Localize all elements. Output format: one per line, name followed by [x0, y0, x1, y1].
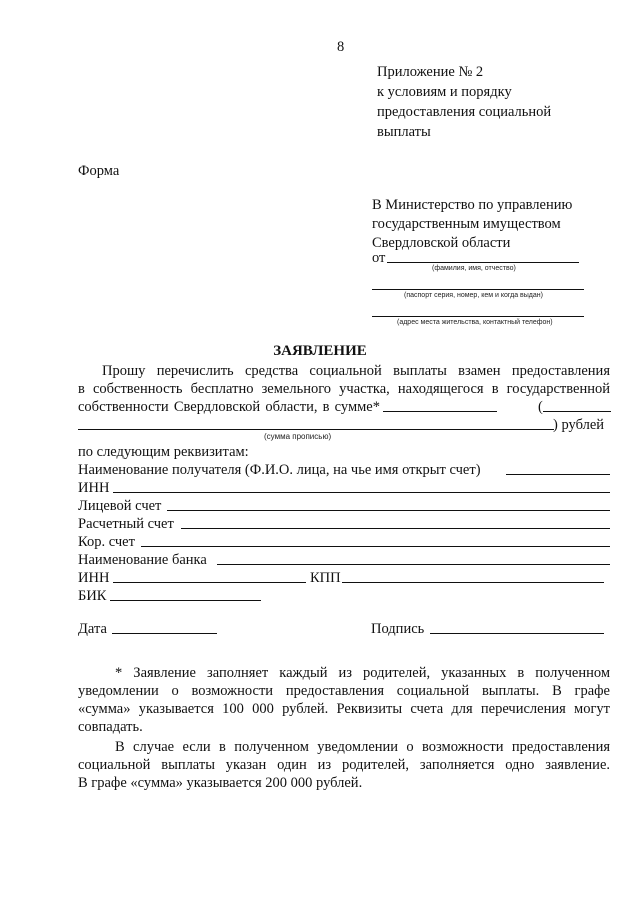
sum-field[interactable] — [383, 411, 497, 412]
settlement-account-field[interactable] — [181, 528, 610, 529]
footnote-line: уведомлении о возможности предоставления социальной выплаты. В графе — [78, 683, 610, 699]
appendix-line: предоставления социальной — [377, 104, 552, 120]
sum-words-field[interactable] — [78, 429, 554, 430]
addressee-block — [372, 196, 572, 253]
inn2-label: ИНН — [78, 570, 110, 586]
date-label: Дата — [78, 621, 107, 637]
inn2-field[interactable] — [113, 582, 306, 583]
corr-account-label: Кор. счет — [78, 534, 135, 550]
inn-field[interactable] — [113, 492, 610, 493]
page-number: 8 — [337, 39, 345, 55]
passport-field[interactable] — [372, 289, 584, 290]
addressee-line: государственным имуществом — [372, 216, 561, 232]
footnote-line: «сумма» указывается 100 000 рублей. Реквизиты счета для перечисления могут — [78, 701, 610, 717]
signature-label: Подпись — [371, 621, 425, 637]
settlement-account-label: Расчетный счет — [78, 516, 174, 532]
appendix-line: к условиям и порядку — [377, 84, 512, 100]
document-title: ЗАЯВЛЕНИЕ — [273, 343, 367, 359]
recipient-label: Наименование получателя (Ф.И.О. лица, на чье имя открыт счет) — [78, 462, 481, 478]
bik-field[interactable] — [110, 600, 261, 601]
bik-label: БИК — [78, 588, 107, 604]
appendix-line: Приложение № 2 — [377, 64, 484, 80]
request-line-1: Прошу перечислить средства социальной выплаты взамен предоставления — [102, 363, 610, 379]
bank-name-label: Наименование банка — [78, 552, 207, 568]
sum-words-hint: (сумма прописью) — [264, 432, 332, 441]
recipient-field[interactable] — [506, 474, 610, 475]
sum-words-field-start[interactable] — [543, 411, 611, 412]
footnote-line: социальной выплаты указан один из родителей, заполняется одно заявление. — [78, 757, 610, 773]
open-paren: ( — [538, 399, 543, 415]
addressee-line: Свердловской области — [372, 235, 511, 251]
form-label: Форма — [78, 163, 120, 179]
corr-account-field[interactable] — [141, 546, 610, 547]
address-hint: (адрес места жительства, контактный телефон) — [397, 319, 553, 326]
from-label: от — [372, 250, 386, 266]
appendix-note — [377, 62, 551, 142]
kpp-label: КПП — [310, 570, 341, 586]
personal-account-field[interactable] — [167, 510, 610, 511]
requisites-intro: по следующим реквизитам: — [78, 444, 249, 460]
footnote-line: совпадать. — [78, 719, 143, 735]
personal-account-label: Лицевой счет — [78, 498, 162, 514]
inn-label: ИНН — [78, 480, 110, 496]
request-line-3: собственности Свердловской области, в сумме* — [78, 399, 380, 415]
date-field[interactable] — [112, 633, 217, 634]
name-field[interactable] — [387, 262, 579, 263]
footnote-line: * Заявление заполняет каждый из родителей, указанных в полученном — [115, 665, 610, 681]
kpp-field[interactable] — [342, 582, 604, 583]
request-line-2: в собственность бесплатно земельного участка, находящегося в государственной — [78, 381, 610, 397]
rubles-label: ) рублей — [553, 417, 605, 433]
footnote-line: В случае если в полученном уведомлении о возможности предоставления — [115, 739, 610, 755]
passport-hint: (паспорт серия, номер, кем и когда выдан) — [404, 292, 543, 299]
address-field[interactable] — [372, 316, 584, 317]
bank-name-field[interactable] — [217, 564, 610, 565]
signature-field[interactable] — [430, 633, 604, 634]
appendix-line: выплаты — [377, 124, 431, 140]
addressee-line: В Министерство по управлению — [372, 197, 573, 213]
name-hint: (фамилия, имя, отчество) — [432, 265, 516, 272]
footnote-line: В графе «сумма» указывается 200 000 рублей. — [78, 775, 363, 791]
